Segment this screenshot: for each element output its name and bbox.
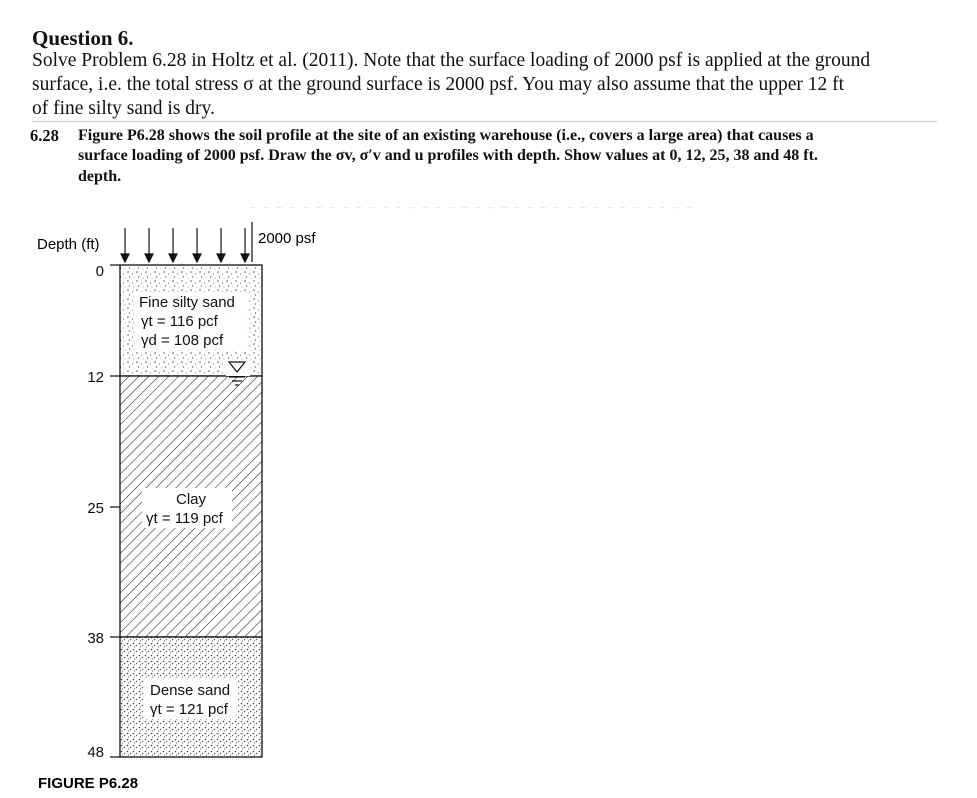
- clay-layer-name: Clay: [176, 491, 207, 508]
- tick-label-25: 25: [87, 500, 104, 517]
- question-title: Question 6.: [32, 26, 134, 50]
- sand-dry-unit-weight: γd = 108 pcf: [141, 332, 224, 349]
- question-text-line-3: of fine silty sand is dry.: [32, 98, 215, 119]
- load-label: 2000 psf: [258, 230, 316, 247]
- dense-sand-total-unit-weight: γt = 121 pcf: [150, 701, 228, 718]
- question-text-line-1: Solve Problem 6.28 in Holtz et al. (2011). Note that the surface loading of 2000 psf is applied at the ground: [32, 50, 871, 71]
- question-text-line-2: surface, i.e. the total stress σ at the ground surface is 2000 psf. You may also assume that the upper 12 ft: [32, 74, 845, 95]
- figure-caption: FIGURE P6.28: [38, 775, 139, 792]
- clay-total-unit-weight: γt = 119 pcf: [146, 510, 223, 527]
- problem-text-line-3: depth.: [78, 168, 122, 185]
- tick-label-12: 12: [87, 369, 104, 386]
- tick-label-0: 0: [95, 263, 104, 280]
- depth-axis-label: Depth (ft): [37, 236, 100, 253]
- load-arrows: [121, 228, 249, 262]
- sand-layer-name: Fine silty sand: [139, 294, 235, 311]
- bleed-through-text: ~ ~ ~ ~ ~ ~ ~ ~ ~ ~ ~ ~ ~ ~ ~ ~ ~ ~ ~ ~ ~ ~ ~ ~ ~ ~ ~ ~ ~ ~ ~ ~ ~ ~: [250, 200, 695, 215]
- problem-number: 6.28: [30, 126, 59, 145]
- tick-label-38: 38: [87, 630, 104, 647]
- problem-text-line-2: surface loading of 2000 psf. Draw the σv, σ′v and u profiles with depth. Show values at 0, 12, 25, 38 and 48 ft.: [78, 147, 818, 164]
- tick-label-48: 48: [87, 744, 104, 761]
- problem-text-line-1: Figure P6.28 shows the soil profile at the site of an existing warehouse (i.e., covers a large area) that causes a: [78, 127, 814, 144]
- depth-ticks: [110, 265, 120, 757]
- dense-sand-layer-name: Dense sand: [150, 682, 231, 699]
- sand-total-unit-weight: γt = 116 pcf: [141, 313, 218, 330]
